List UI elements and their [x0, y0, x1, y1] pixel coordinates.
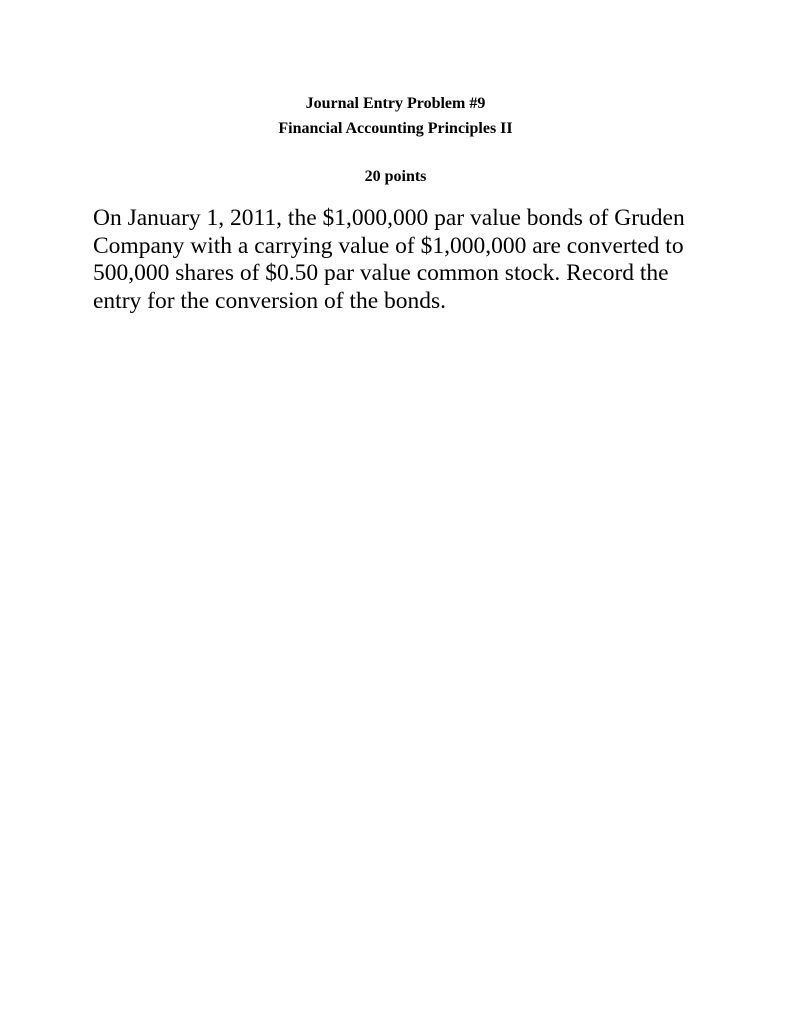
- problem-title: Journal Entry Problem #9: [305, 95, 486, 112]
- problem-text: On January 1, 2011, the $1,000,000 par value bonds of Gruden Company with a carrying value of $1,000,000 are converted to 500,000 shares of $0.50 par value common stock. Record the entry for the conversion of the bonds.: [93, 205, 685, 314]
- course-title: Financial Accounting Principles II: [278, 120, 513, 137]
- points-label: 20 points: [364, 168, 427, 185]
